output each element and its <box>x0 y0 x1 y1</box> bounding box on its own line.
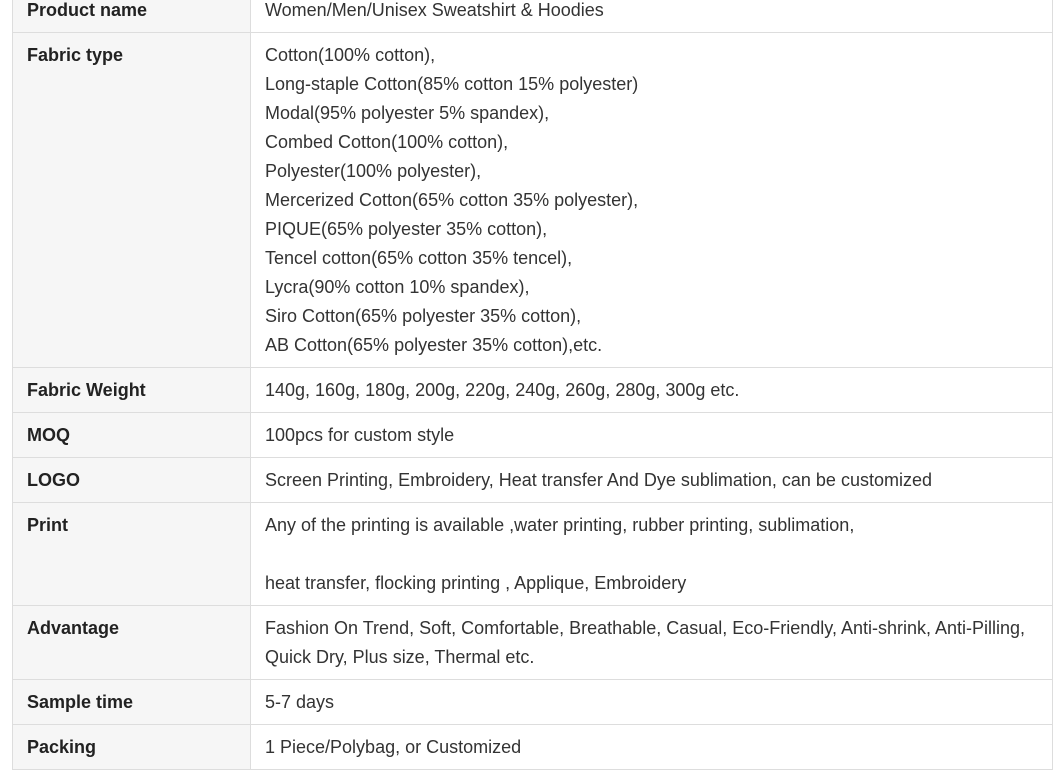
value-line: PIQUE(65% polyester 35% cotton), <box>265 219 548 239</box>
table-row-moq <box>13 413 1053 458</box>
row-value <box>251 503 1053 606</box>
table-row-product-name <box>13 0 1053 33</box>
row-value <box>251 368 1053 413</box>
value-line: Women/Men/Unisex Sweatshirt & Hoodies <box>265 0 604 20</box>
table-row-packing <box>13 725 1053 770</box>
value-line: AB Cotton(65% polyester 35% cotton),etc. <box>265 335 603 355</box>
value-line: Fashion On Trend, Soft, Comfortable, Breathable, Casual, Eco-Friendly, Anti-shrink, Anti-Pilling, Quick Dry, Plus size, Thermal etc. <box>265 618 1026 667</box>
row-value <box>251 33 1053 368</box>
row-value <box>251 680 1053 725</box>
table-row-advantage <box>13 606 1053 680</box>
row-label: Fabric Weight <box>13 368 251 413</box>
value-line: Any of the printing is available ,water printing, rubber printing, sublimation, <box>265 515 855 535</box>
value-line: Screen Printing, Embroidery, Heat transfer And Dye sublimation, can be customized <box>265 470 932 490</box>
value-line: Siro Cotton(65% polyester 35% cotton), <box>265 306 582 326</box>
value-line: Tencel cotton(65% cotton 35% tencel), <box>265 248 573 268</box>
value-line: heat transfer, flocking printing , Applique, Embroidery <box>265 573 687 593</box>
value-line: Mercerized Cotton(65% cotton 35% polyester), <box>265 190 639 210</box>
value-line: Polyester(100% polyester), <box>265 161 482 181</box>
row-label: LOGO <box>13 458 251 503</box>
table-row-sample-time <box>13 680 1053 725</box>
row-label: Packing <box>13 725 251 770</box>
row-label: Sample time <box>13 680 251 725</box>
value-line: 1 Piece/Polybag, or Customized <box>265 737 522 757</box>
product-spec-table <box>12 0 1053 770</box>
row-label: Advantage <box>13 606 251 680</box>
row-label: Print <box>13 503 251 606</box>
row-value <box>251 458 1053 503</box>
value-line: 5-7 days <box>265 692 335 712</box>
row-value <box>251 0 1053 33</box>
row-value <box>251 606 1053 680</box>
value-line: Lycra(90% cotton 10% spandex), <box>265 277 530 297</box>
table-row-fabric-weight <box>13 368 1053 413</box>
value-line: Combed Cotton(100% cotton), <box>265 132 509 152</box>
value-line-blank <box>265 540 1038 569</box>
row-value <box>251 725 1053 770</box>
value-line: 140g, 160g, 180g, 200g, 220g, 240g, 260g, 280g, 300g etc. <box>265 380 740 400</box>
value-line: Cotton(100% cotton), <box>265 45 436 65</box>
row-label: Fabric type <box>13 33 251 368</box>
value-line: Long-staple Cotton(85% cotton 15% polyester) <box>265 74 639 94</box>
table-row-fabric-type <box>13 33 1053 368</box>
table-row-print <box>13 503 1053 606</box>
row-label: Product name <box>13 0 251 33</box>
row-value <box>251 413 1053 458</box>
value-line: 100pcs for custom style <box>265 425 455 445</box>
table-row-logo <box>13 458 1053 503</box>
row-label: MOQ <box>13 413 251 458</box>
value-line: Modal(95% polyester 5% spandex), <box>265 103 550 123</box>
